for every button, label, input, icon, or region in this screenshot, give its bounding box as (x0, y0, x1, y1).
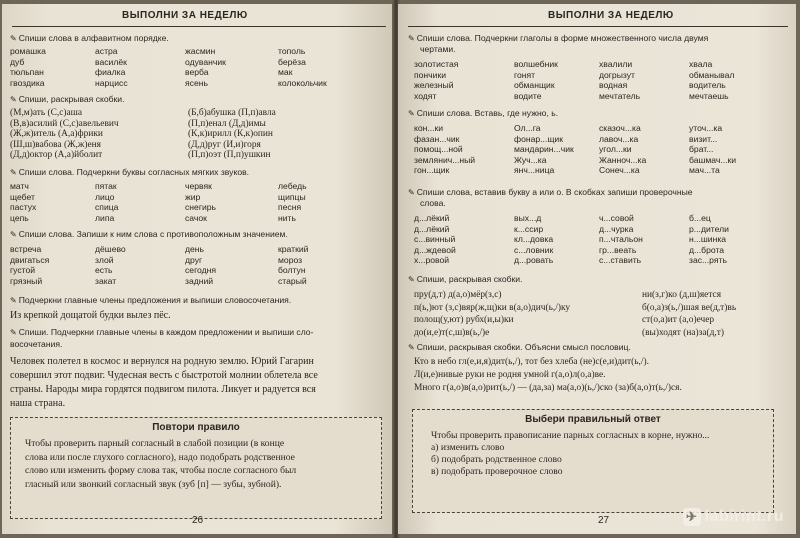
text-line: Человек полетел в космос и вернулся на родную землю. Юрий Гагарин (10, 356, 314, 367)
word: д...ровать (514, 255, 554, 266)
word: кон...ки (414, 123, 444, 133)
proverbs (414, 356, 682, 395)
pencil-icon: ✎ (10, 296, 17, 305)
word-column (185, 46, 226, 88)
word: д...брота (689, 244, 725, 255)
exercise-paragraph (10, 355, 318, 411)
exercise-text: Из крепкой дощатой будки вылез пёс. (10, 310, 171, 321)
word: фиалка (95, 67, 126, 78)
word: двигаться (10, 254, 50, 265)
right-page (398, 4, 796, 534)
word: песня (278, 202, 302, 213)
word: пастух (10, 202, 37, 213)
word: хвала (689, 59, 713, 69)
word-column (599, 213, 643, 266)
word-column (414, 123, 475, 176)
word: сегодня (185, 265, 217, 276)
text-line: совершил этот подвиг. Чудесная весть с быстротой молнии облетела все (10, 370, 318, 381)
word: мандарин...чик (514, 144, 574, 155)
word-column (599, 123, 646, 176)
word: визит... (689, 133, 718, 144)
word: с...ловник (514, 244, 554, 255)
sentence: б(о,а)з(ь,/)шая ве(д,т)вь (642, 302, 737, 313)
word: червяк (185, 181, 212, 191)
answer-options (431, 441, 763, 477)
exercise-title: ✎ Спиши слова, вставив букву а или о. В скобках запиши проверочные (408, 187, 693, 197)
page-number: 26 (192, 515, 204, 526)
exercise-title-cont: чертами. (420, 44, 456, 54)
word: астра (95, 46, 118, 56)
word: догрызут (599, 69, 635, 80)
word: пончики (414, 69, 447, 80)
word: мак (278, 67, 293, 78)
word: с...винный (414, 234, 456, 245)
word: д...ждевой (414, 244, 456, 255)
word: сказоч...ка (599, 123, 641, 133)
word: берёза (278, 56, 306, 67)
sentence-column (414, 289, 570, 339)
rule-box (10, 417, 382, 519)
sentence: пру(д,т) д(а,о)мёр(з,с) (414, 290, 502, 300)
word: краткий (278, 244, 309, 254)
word: вых...д (514, 213, 542, 223)
word: (Ж,ж)итель (А,а)фрики (10, 129, 103, 140)
word: (П,п)оэт (П,п)ушкин (188, 150, 271, 161)
text-line: гласный или звонкий согласный звук (зуб [п] — зубы, зубной). (25, 478, 282, 490)
word: верба (185, 67, 209, 78)
word: хвалили (599, 59, 633, 69)
word: фонар...щик (514, 133, 563, 144)
word: ходят (414, 90, 437, 101)
word: лавоч...ка (599, 133, 639, 144)
text-line: в) подобрать проверочное слово (431, 466, 563, 477)
word: башмач...ки (689, 154, 737, 165)
word: волшебник (514, 59, 558, 69)
word: липа (95, 212, 115, 223)
sentence: ни(з,г)ко (д,ш)яется (642, 290, 722, 300)
word-column (95, 46, 128, 88)
word-column (689, 123, 736, 176)
word: Жуч...ка (514, 154, 547, 165)
word: нить (278, 212, 296, 223)
word: б...ец (689, 213, 711, 223)
word: к...ссир (514, 223, 544, 234)
word: снегирь (185, 202, 217, 213)
word: землянич...ный (414, 154, 476, 165)
word: грязный (10, 275, 43, 286)
text-line: б) подобрать родственное слово (431, 454, 562, 465)
sentence-column (642, 289, 736, 339)
word: мороз (278, 254, 303, 265)
text-line: страны. Народы мира гордятся подвигом пилота. Ликует и радуется вся (10, 384, 316, 395)
sentence: п(ь,)ют (з,с)вяр(ж,щ)ки в(а,о)дич(ь,/)ку (414, 302, 571, 313)
answer-title: Выбери правильный ответ (525, 414, 661, 425)
word: водитель (689, 80, 726, 91)
word: старый (278, 275, 307, 286)
word: колокольчик (278, 77, 327, 88)
word-column (185, 181, 216, 223)
word: кл...довка (514, 234, 554, 245)
word-column (414, 59, 458, 101)
sentence: ст(о,а)ит (а,о)ечер (642, 315, 715, 326)
exercise-title: ✎ Спиши слова. Подчеркни буквы согласных мягких звуков. (10, 167, 250, 177)
word: (Д,д)октор (А,а)йболит (10, 150, 103, 161)
answer-question: Чтобы проверить правописание парных согласных в корне, нужно... (431, 430, 710, 441)
word: дуб (10, 56, 25, 67)
exercise-title: ✎ Спиши, раскрывая скобки. (408, 274, 523, 284)
word: обманывал (689, 69, 735, 80)
text-line: Л(и,е)нивые руки не родня умной г(а,о)л(о,а)ве. (414, 370, 606, 380)
word: янч...ница (514, 165, 555, 176)
word: с...ставить (599, 255, 642, 266)
page-header: ВЫПОЛНИ ЗА НЕДЕЛЮ (122, 10, 248, 21)
header-rule (12, 26, 386, 27)
rule-text (11, 433, 381, 491)
word: густой (10, 265, 36, 276)
word: фазан...чик (414, 133, 460, 144)
word: закат (95, 275, 117, 286)
word-column (514, 59, 558, 101)
sentence: (вы)ходят (на)за(д,т) (642, 327, 724, 338)
word: (М,м)ать (С,с)аша (10, 108, 83, 118)
word: матч (10, 181, 29, 191)
word-column (10, 46, 46, 88)
word-column (185, 244, 216, 286)
word: зас...рять (689, 255, 727, 266)
word: щипцы (278, 191, 306, 202)
word: пятак (95, 181, 117, 191)
word: (К,к)ирилл (К,к)опин (188, 129, 273, 140)
word: угол...ки (599, 144, 632, 155)
pencil-icon: ✎ (10, 230, 17, 239)
exercise-title-cont: слова. (420, 198, 446, 208)
word: тополь (278, 46, 306, 56)
word-column (278, 46, 327, 88)
word: гонят (514, 69, 536, 80)
word: гр...веать (599, 244, 637, 255)
word: (П,п)енал (Д,д)имы (188, 118, 266, 129)
word-column (188, 108, 276, 161)
word: золотистая (414, 59, 459, 69)
watermark: ✈ labirint.ru (683, 508, 784, 526)
rule-title: Повтори правило (152, 422, 240, 433)
word: д...лёкий (414, 223, 450, 234)
word: василёк (95, 56, 127, 67)
word: встреча (10, 244, 42, 254)
word: Ол...га (514, 123, 541, 133)
word: жир (185, 191, 201, 202)
exercise-title: ✎ Подчеркни главные члены предложения и выпиши словосочетания. (10, 295, 292, 305)
word: (В,в)асилий (С,с)авельевич (10, 118, 119, 129)
pencil-icon: ✎ (10, 168, 17, 177)
word: лебедь (278, 181, 307, 191)
word: п...чтальон (599, 234, 643, 245)
word: железный (414, 80, 454, 91)
word: (Д,д)руг (И,и)горя (188, 139, 261, 150)
word-column (10, 244, 49, 286)
pencil-icon: ✎ (408, 34, 415, 43)
word: д...лёкий (414, 213, 450, 223)
word: дёшево (95, 244, 126, 254)
text-line: Кто в небо гл(е,и,я)дит(ь,/), тот без хлеба (не)с(е,и)дит(ь,/). (414, 357, 649, 367)
word: водная (599, 80, 628, 91)
text-line: а) изменить слово (431, 442, 505, 453)
word: друг (185, 254, 203, 265)
word-column (278, 181, 307, 223)
word: уточ...ка (689, 123, 723, 133)
word: одуванчик (185, 56, 226, 67)
sentence: до(и,е)т(с,ш)в(ь,/)е (414, 327, 490, 338)
word: ромашка (10, 46, 46, 56)
word-column (95, 244, 126, 286)
pencil-icon: ✎ (408, 343, 415, 352)
word: мач...та (689, 165, 720, 176)
word: ясень (185, 77, 208, 88)
word: х...ровой (414, 255, 450, 266)
bird-logo-icon: ✈ (683, 508, 701, 526)
word-column (278, 244, 308, 286)
pencil-icon: ✎ (10, 328, 17, 337)
page-header: ВЫПОЛНИ ЗА НЕДЕЛЮ (548, 10, 674, 21)
word-column (10, 108, 119, 161)
answer-content (413, 425, 773, 477)
text-line: наша страна. (10, 398, 66, 409)
word-column (599, 59, 640, 101)
word-column (10, 181, 36, 223)
word: д...чурка (599, 223, 634, 234)
word-column (689, 213, 729, 266)
word: цепь (10, 212, 29, 223)
word: болтун (278, 265, 306, 276)
answer-box (412, 409, 774, 513)
word: брат... (689, 144, 714, 155)
word: гон...щик (414, 165, 450, 176)
word: гвоздика (10, 77, 45, 88)
word: лицо (95, 191, 115, 202)
word: мечтатель (599, 90, 641, 101)
word: злой (95, 254, 114, 265)
word: Жанноч...ка (599, 154, 647, 165)
word-column (95, 181, 118, 223)
pencil-icon: ✎ (10, 95, 17, 104)
word-column (514, 213, 553, 266)
word: р...дители (689, 223, 729, 234)
word: день (185, 244, 205, 254)
page-number: 27 (598, 515, 610, 526)
word-column (414, 213, 456, 266)
exercise-title: ✎ Спиши слова. Запиши к ним слова с противоположным значением. (10, 229, 288, 239)
header-rule (408, 26, 788, 27)
word: помощ...ной (414, 144, 463, 155)
pencil-icon: ✎ (408, 109, 415, 118)
pencil-icon: ✎ (10, 34, 17, 43)
exercise-title: ✎ Спиши, раскрывая скобки. Объясни смысл пословиц. (408, 342, 631, 352)
word: (Б,б)абушка (П,п)авла (188, 108, 276, 118)
sentence: полощ(у,ют) рубх(и,ы)ки (414, 315, 514, 326)
word: мечтаешь (689, 90, 729, 101)
exercise-title: ✎ Спиши слова в алфавитном порядке. (10, 33, 169, 43)
word-column (514, 123, 574, 176)
exercise-title: ✎ Спиши, раскрывая скобки. (10, 94, 125, 104)
text-line: слово или изменить форму слова так, чтобы после согласного был (25, 465, 297, 476)
pencil-icon: ✎ (408, 275, 415, 284)
word: (Ш,ш)вабова (Ж,ж)еня (10, 139, 101, 150)
word: ч...совой (599, 213, 634, 223)
text-line: Много г(а,о)в(а,о)рит(ь,/) — (да,за) ма(а,о)(ь,/)ско (за)б(а,о)т(ь,/)ся. (414, 383, 682, 393)
word-column (689, 59, 734, 101)
word: задний (185, 275, 214, 286)
word: щебет (10, 191, 35, 202)
exercise-title: ✎ Спиши. Подчеркни главные члены в каждом предложении и выпиши сло- (10, 327, 314, 337)
word: обманщик (514, 80, 555, 91)
exercise-title: ✎ Спиши слова. Подчеркни глаголы в форме множественного числа двумя (408, 33, 709, 43)
text-line: слова или после глухого согласного), надо подобрать родственное (25, 451, 295, 463)
exercise-title-cont: восочетания. (10, 339, 63, 349)
pencil-icon: ✎ (408, 188, 415, 197)
word: спица (95, 202, 119, 213)
word: есть (95, 265, 113, 276)
text-line: Чтобы проверить парный согласный в слабой позиции (в конце (25, 438, 285, 449)
left-page (2, 4, 394, 534)
word: сачок (185, 212, 207, 223)
word: водите (514, 90, 542, 101)
word: Сонеч...ка (599, 165, 640, 176)
word: нарцисс (95, 77, 128, 88)
word: н...шинка (689, 234, 727, 245)
word: тюльпан (10, 67, 44, 78)
exercise-title: ✎ Спиши слова. Вставь, где нужно, ь. (408, 108, 559, 118)
word: жасмин (185, 46, 216, 56)
